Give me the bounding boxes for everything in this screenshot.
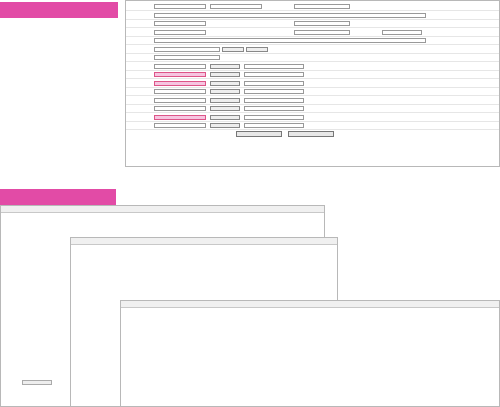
form-select-secondary[interactable] xyxy=(210,4,262,9)
keyword-input[interactable] xyxy=(154,72,206,77)
add-button[interactable] xyxy=(210,89,240,94)
form-extra-input[interactable] xyxy=(294,4,350,9)
add-button[interactable] xyxy=(210,106,240,111)
browse-button[interactable] xyxy=(222,47,244,52)
added-items-box xyxy=(244,81,304,86)
form-row xyxy=(126,122,500,130)
form-row xyxy=(126,114,500,122)
add-button[interactable] xyxy=(210,123,240,128)
page-banner xyxy=(0,2,118,18)
keyword-input[interactable] xyxy=(154,81,206,86)
form-file-input[interactable] xyxy=(154,47,220,52)
added-items-box xyxy=(244,98,304,103)
form-select[interactable] xyxy=(154,106,206,111)
form-row xyxy=(126,54,500,62)
added-items-box xyxy=(244,115,304,120)
sae-list-title xyxy=(71,238,337,245)
tech-pagination[interactable] xyxy=(22,380,52,385)
form-row xyxy=(126,80,500,88)
add-button[interactable] xyxy=(210,64,240,69)
form-date-input[interactable] xyxy=(382,30,422,35)
form-extra-input[interactable] xyxy=(294,30,350,35)
patent-list-panel xyxy=(120,300,500,407)
form-row xyxy=(126,12,500,20)
document-form-panel xyxy=(125,0,500,167)
form-file-input[interactable] xyxy=(154,55,220,60)
tech-banner xyxy=(0,189,116,205)
form-select[interactable] xyxy=(154,4,206,9)
upload-button[interactable] xyxy=(246,47,268,52)
tech-list-title xyxy=(1,206,324,213)
added-items-box xyxy=(244,64,304,69)
form-select[interactable] xyxy=(154,123,206,128)
added-items-box xyxy=(244,72,304,77)
added-items-box xyxy=(244,106,304,111)
form-row xyxy=(126,3,500,11)
form-row xyxy=(126,97,500,105)
keyword-input[interactable] xyxy=(154,115,206,120)
sae-list-count xyxy=(71,245,337,247)
added-items-box xyxy=(244,123,304,128)
form-row xyxy=(126,105,500,113)
form-extra-input[interactable] xyxy=(294,21,350,26)
cancel-button[interactable] xyxy=(288,131,334,137)
register-button[interactable] xyxy=(236,131,282,137)
tech-list-count xyxy=(1,213,324,215)
form-row xyxy=(126,37,500,45)
form-select[interactable] xyxy=(154,30,206,35)
form-row xyxy=(126,71,500,79)
form-row xyxy=(126,29,500,37)
form-row xyxy=(126,63,500,71)
form-select[interactable] xyxy=(154,89,206,94)
form-row xyxy=(126,88,500,96)
added-items-box xyxy=(244,89,304,94)
form-select[interactable] xyxy=(154,21,206,26)
form-row xyxy=(126,20,500,28)
form-select[interactable] xyxy=(154,64,206,69)
form-text-input[interactable] xyxy=(154,13,426,18)
form-select[interactable] xyxy=(154,98,206,103)
patent-list-count xyxy=(121,308,499,310)
add-button[interactable] xyxy=(210,98,240,103)
add-button[interactable] xyxy=(210,72,240,77)
form-row xyxy=(126,46,500,54)
patent-list-title xyxy=(121,301,499,308)
add-button[interactable] xyxy=(210,115,240,120)
add-button[interactable] xyxy=(210,81,240,86)
form-text-input[interactable] xyxy=(154,38,426,43)
